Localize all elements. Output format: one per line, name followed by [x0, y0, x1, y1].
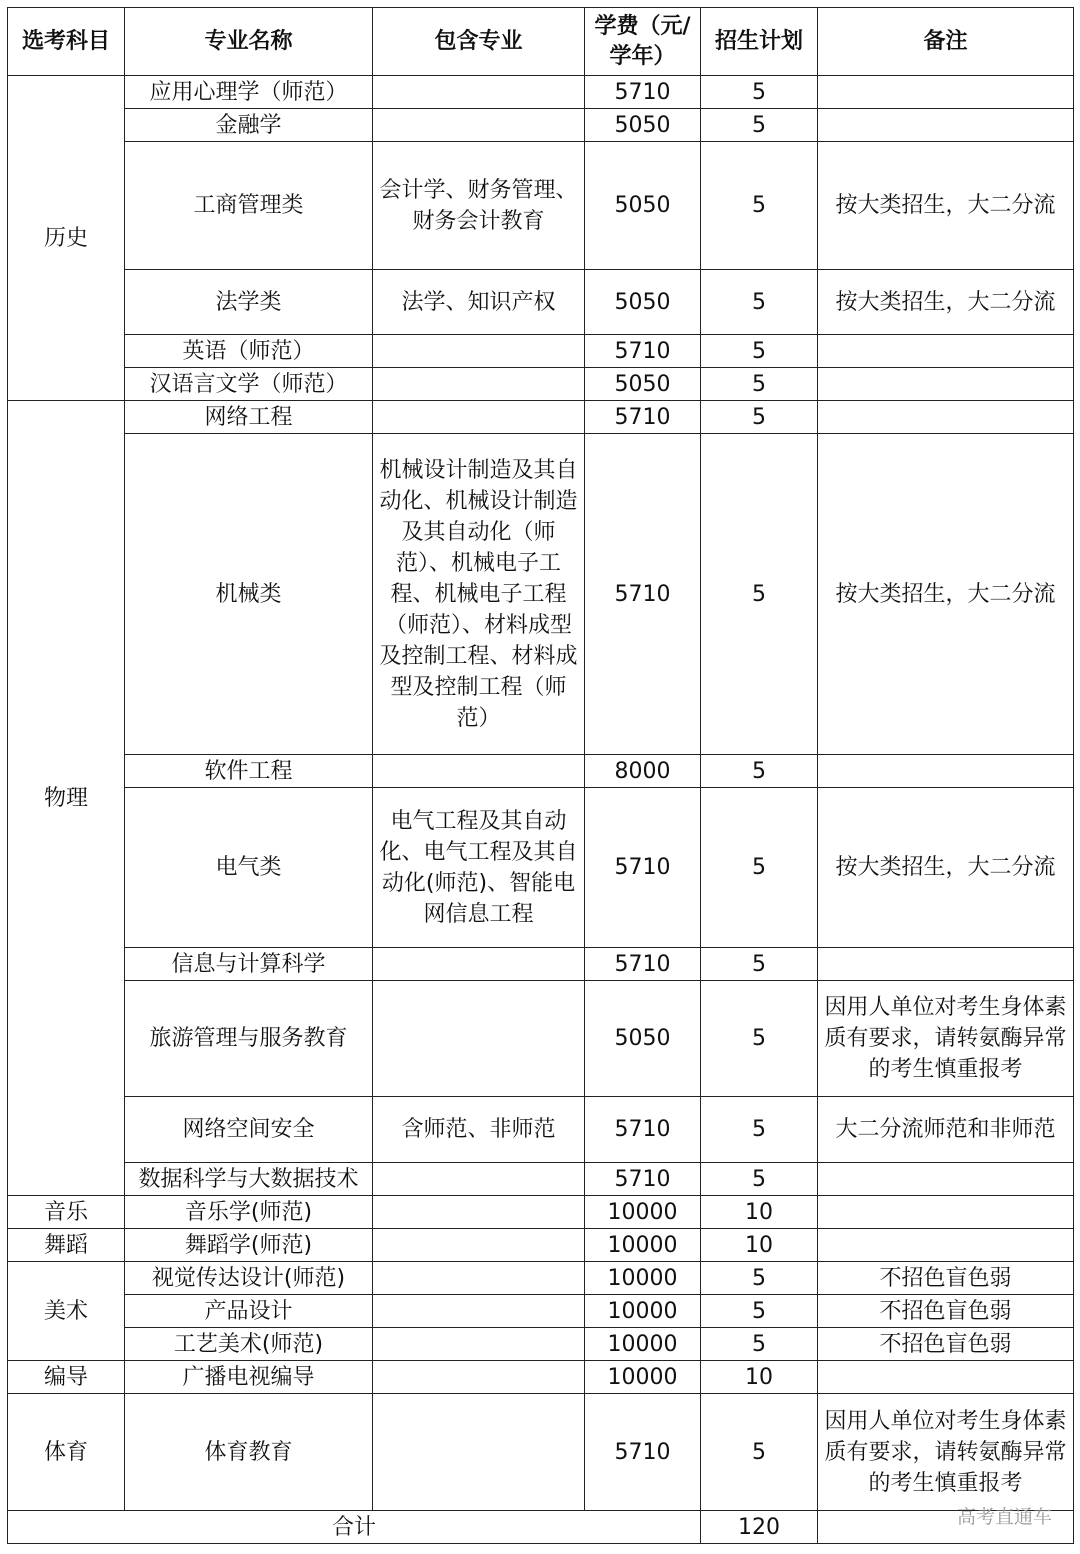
cell-includes	[373, 1229, 585, 1262]
cell-tuition: 5710	[585, 335, 701, 368]
table-row	[8, 76, 1074, 109]
table-row	[8, 1295, 1074, 1328]
cell-remark	[818, 76, 1074, 109]
cell-tuition: 5050	[585, 142, 701, 270]
cell-plan: 5	[701, 948, 818, 981]
cell-remark: 因用人单位对考生身体素质有要求，请转氨酶异常的考生慎重报考	[818, 981, 1074, 1097]
cell-major: 法学类	[125, 270, 373, 335]
table-row	[8, 434, 1074, 755]
cell-includes	[373, 948, 585, 981]
cell-plan: 5	[701, 109, 818, 142]
cell-remark: 按大类招生，大二分流	[818, 788, 1074, 948]
cell-plan: 5	[701, 755, 818, 788]
table-row	[8, 1163, 1074, 1196]
header-row	[8, 8, 1074, 76]
cell-tuition: 5710	[585, 76, 701, 109]
cell-remark: 按大类招生，大二分流	[818, 270, 1074, 335]
cell-major: 金融学	[125, 109, 373, 142]
table-row	[8, 1229, 1074, 1262]
cell-remark	[818, 109, 1074, 142]
cell-major: 音乐学(师范)	[125, 1196, 373, 1229]
cell-remark	[818, 948, 1074, 981]
cell-remark: 大二分流师范和非师范	[818, 1097, 1074, 1163]
cell-remark	[818, 755, 1074, 788]
table-row	[8, 335, 1074, 368]
cell-major: 工艺美术(师范)	[125, 1328, 373, 1361]
group-physics: 物理	[8, 401, 125, 1196]
cell-major: 视觉传达设计(师范)	[125, 1262, 373, 1295]
cell-tuition: 10000	[585, 1361, 701, 1394]
cell-plan: 5	[701, 1262, 818, 1295]
cell-remark: 不招色盲色弱	[818, 1328, 1074, 1361]
cell-tuition: 10000	[585, 1295, 701, 1328]
cell-major: 工商管理类	[125, 142, 373, 270]
cell-includes	[373, 981, 585, 1097]
cell-major: 电气类	[125, 788, 373, 948]
table-row	[8, 1097, 1074, 1163]
cell-includes: 法学、知识产权	[373, 270, 585, 335]
cell-includes	[373, 335, 585, 368]
total-row	[8, 1511, 1074, 1544]
cell-tuition: 5710	[585, 948, 701, 981]
group-dance: 舞蹈	[8, 1229, 125, 1262]
enrollment-plan-table	[7, 7, 1074, 1544]
cell-tuition: 8000	[585, 755, 701, 788]
group-music: 音乐	[8, 1196, 125, 1229]
cell-plan: 10	[701, 1196, 818, 1229]
cell-major: 英语（师范）	[125, 335, 373, 368]
cell-major: 网络工程	[125, 401, 373, 434]
cell-plan: 10	[701, 1229, 818, 1262]
cell-remark: 按大类招生，大二分流	[818, 434, 1074, 755]
cell-remark: 按大类招生，大二分流	[818, 142, 1074, 270]
table-row	[8, 368, 1074, 401]
table-row	[8, 1394, 1074, 1511]
watermark: 高考直通车	[956, 1506, 1052, 1528]
table-row	[8, 270, 1074, 335]
total-plan: 120	[701, 1511, 818, 1544]
cell-remark	[818, 1196, 1074, 1229]
cell-includes	[373, 1361, 585, 1394]
group-directing: 编导	[8, 1361, 125, 1394]
cell-major: 广播电视编导	[125, 1361, 373, 1394]
cell-remark	[818, 1229, 1074, 1262]
cell-remark	[818, 368, 1074, 401]
cell-plan: 5	[701, 270, 818, 335]
cell-plan: 5	[701, 434, 818, 755]
cell-major: 信息与计算科学	[125, 948, 373, 981]
cell-major: 产品设计	[125, 1295, 373, 1328]
cell-remark: 因用人单位对考生身体素质有要求，请转氨酶异常的考生慎重报考	[818, 1394, 1074, 1511]
cell-plan: 5	[701, 335, 818, 368]
table-row	[8, 109, 1074, 142]
cell-tuition: 10000	[585, 1328, 701, 1361]
cell-tuition: 5710	[585, 401, 701, 434]
cell-tuition: 5050	[585, 981, 701, 1097]
cell-includes: 电气工程及其自动化、电气工程及其自动化(师范)、智能电网信息工程	[373, 788, 585, 948]
cell-tuition: 5710	[585, 1097, 701, 1163]
cell-major: 网络空间安全	[125, 1097, 373, 1163]
cell-remark: 不招色盲色弱	[818, 1295, 1074, 1328]
table-row	[8, 948, 1074, 981]
cell-tuition: 10000	[585, 1229, 701, 1262]
table-row	[8, 755, 1074, 788]
group-sports: 体育	[8, 1394, 125, 1511]
cell-remark	[818, 335, 1074, 368]
cell-major: 汉语言文学（师范）	[125, 368, 373, 401]
cell-includes	[373, 1394, 585, 1511]
cell-plan: 5	[701, 1163, 818, 1196]
cell-tuition: 5710	[585, 1163, 701, 1196]
cell-tuition: 10000	[585, 1262, 701, 1295]
table-row	[8, 981, 1074, 1097]
group-history: 历史	[8, 76, 125, 401]
cell-major: 应用心理学（师范）	[125, 76, 373, 109]
cell-includes	[373, 1196, 585, 1229]
header-remark: 备注	[818, 8, 1074, 76]
cell-plan: 5	[701, 76, 818, 109]
cell-tuition: 5710	[585, 1394, 701, 1511]
group-art: 美术	[8, 1262, 125, 1361]
cell-includes	[373, 109, 585, 142]
cell-includes	[373, 1262, 585, 1295]
cell-tuition: 5050	[585, 368, 701, 401]
header-plan: 招生计划	[701, 8, 818, 76]
cell-major: 数据科学与大数据技术	[125, 1163, 373, 1196]
cell-major: 软件工程	[125, 755, 373, 788]
cell-includes: 机械设计制造及其自动化、机械设计制造及其自动化（师范）、机械电子工程、机械电子工程（师范）、材料成型及控制工程、材料成型及控制工程（师范）	[373, 434, 585, 755]
table-row	[8, 1328, 1074, 1361]
cell-includes: 含师范、非师范	[373, 1097, 585, 1163]
cell-plan: 5	[701, 1394, 818, 1511]
cell-includes	[373, 1295, 585, 1328]
cell-plan: 5	[701, 142, 818, 270]
cell-major: 舞蹈学(师范)	[125, 1229, 373, 1262]
cell-includes: 会计学、财务管理、财务会计教育	[373, 142, 585, 270]
cell-includes	[373, 1163, 585, 1196]
header-subject: 选考科目	[8, 8, 125, 76]
cell-includes	[373, 368, 585, 401]
cell-remark	[818, 401, 1074, 434]
cell-plan: 5	[701, 1328, 818, 1361]
cell-plan: 5	[701, 368, 818, 401]
cell-tuition: 5710	[585, 788, 701, 948]
cell-major: 旅游管理与服务教育	[125, 981, 373, 1097]
cell-includes	[373, 76, 585, 109]
cell-includes	[373, 401, 585, 434]
cell-plan: 5	[701, 401, 818, 434]
cell-remark: 不招色盲色弱	[818, 1262, 1074, 1295]
cell-remark	[818, 1361, 1074, 1394]
cell-plan: 5	[701, 788, 818, 948]
cell-tuition: 5710	[585, 434, 701, 755]
table-row	[8, 401, 1074, 434]
table-row	[8, 1196, 1074, 1229]
cell-plan: 5	[701, 981, 818, 1097]
cell-includes	[373, 755, 585, 788]
cell-plan: 10	[701, 1361, 818, 1394]
cell-remark	[818, 1163, 1074, 1196]
header-includes: 包含专业	[373, 8, 585, 76]
cell-major: 机械类	[125, 434, 373, 755]
cell-plan: 5	[701, 1295, 818, 1328]
cell-plan: 5	[701, 1097, 818, 1163]
cell-major: 体育教育	[125, 1394, 373, 1511]
total-label: 合计	[8, 1511, 701, 1544]
cell-includes	[373, 1328, 585, 1361]
table-row	[8, 142, 1074, 270]
table-row	[8, 788, 1074, 948]
cell-tuition: 5050	[585, 109, 701, 142]
header-major: 专业名称	[125, 8, 373, 76]
cell-tuition: 10000	[585, 1196, 701, 1229]
table-row	[8, 1361, 1074, 1394]
table-row	[8, 1262, 1074, 1295]
header-tuition: 学费（元/学年）	[585, 8, 701, 76]
cell-tuition: 5050	[585, 270, 701, 335]
